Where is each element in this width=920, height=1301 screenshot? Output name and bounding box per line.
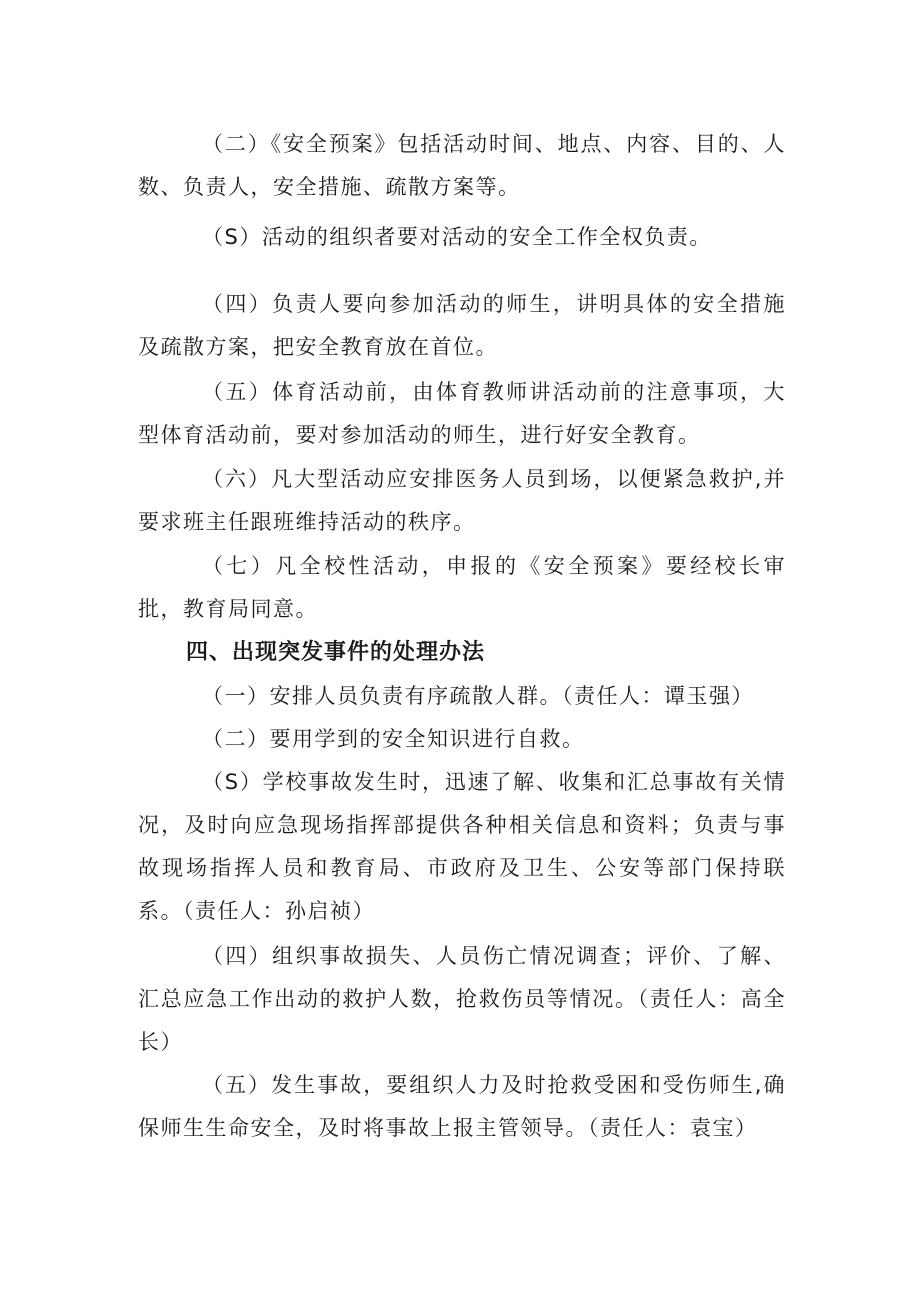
paragraph-organizer-responsibility: （S）活动的组织者要对活动的安全工作全权负责。 [202,225,712,249]
paragraph-rescue-and-report: （五）发生事故，要组织人力及时抢救受困和受伤师生,确保师生生命安全，及时将事故上报主管领导。（责任人：袁宝） [138,1073,786,1140]
paragraph-responsible-person-briefing: （四）负责人要向参加活动的师生，讲明具体的安全措施及疏散方案，把安全教育放在首位。 [138,292,786,359]
paragraph-medical-staff: （六）凡大型活动应安排医务人员到场，以便紧急救护,并要求班主任跟班维持活动的秩序。 [138,467,786,534]
paragraph-accident-information: （S）学校事故发生时，迅速了解、收集和汇总事故有关情况，及时向应急现场指挥部提供各种相关信息和资料；负责与事故现场指挥人员和教育局、市政府及卫生、公安等部门保持联系。（责任人：孙启祯） [138,770,786,923]
section-heading-emergency-handling: 四、出现突发事件的处理办法 [186,640,486,665]
paragraph-loss-investigation: （四）组织事故损失、人员伤亡情况调查；评价、了解、汇总应急工作出动的救护人数，抢救伤员等情况。（责任人：高全长） [138,944,786,1054]
paragraph-sports-activity-notice: （五）体育活动前，由体育教师讲活动前的注意事项，大型体育活动前，要对参加活动的师生，进行好安全教育。 [138,380,786,447]
paragraph-evacuation: （一）安排人员负责有序疏散人群。（责任人：谭玉强） [202,684,754,708]
paragraph-self-rescue: （二）要用学到的安全知识进行自救。 [202,727,585,751]
paragraph-safety-plan-contents: （二）《安全预案》包括活动时间、地点、内容、目的、人数、负责人，安全措施、疏散方案等。 [138,132,786,199]
paragraph-school-wide-approval: （七）凡全校性活动，申报的《安全预案》要经校长审批，教育局同意。 [138,554,786,621]
